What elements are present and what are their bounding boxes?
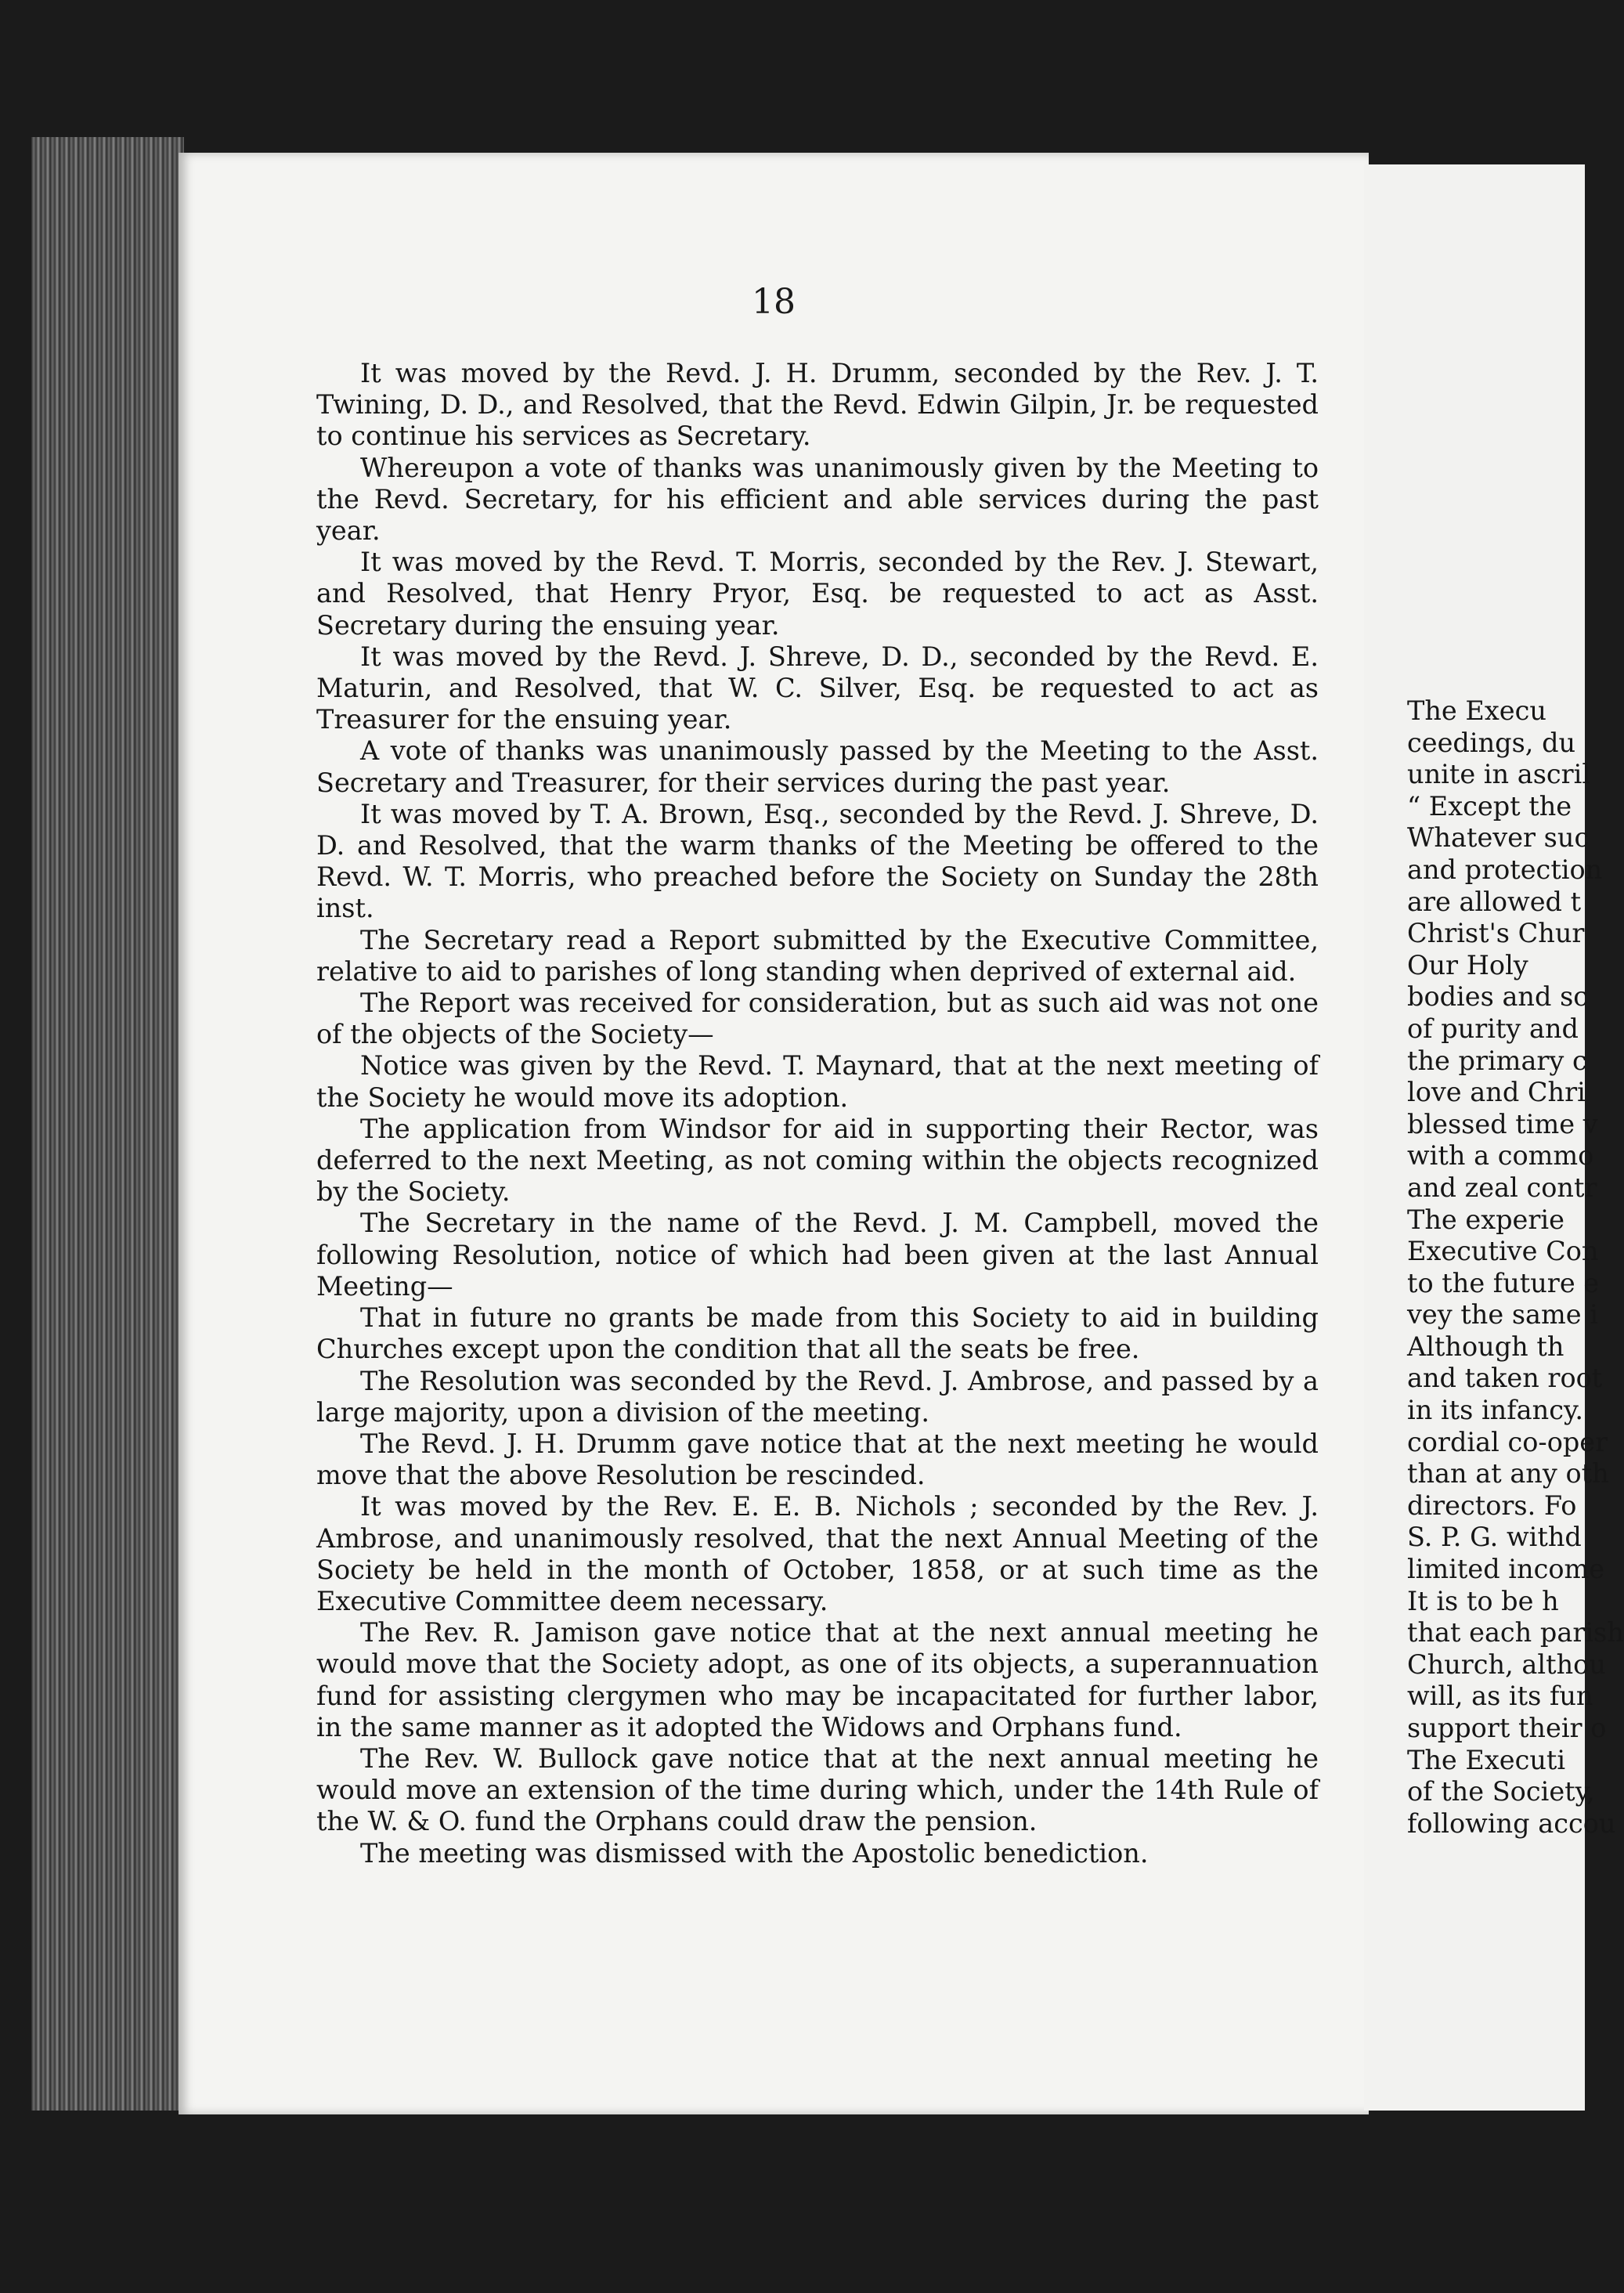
paragraph: Whereupon a vote of thanks was unanimously given by the Meeting to the Revd. Secretary, for his efficient and able services during the past year.	[316, 452, 1319, 547]
right-line: than at any oth	[1407, 1458, 1609, 1490]
paragraph: It was moved by the Revd. T. Morris, seconded by the Rev. J. Stewart, and Resolved, that Henry Pryor, Esq. be requested to act as Asst. Secretary during the ensuing year.	[316, 547, 1319, 641]
right-line: will, as its fun	[1407, 1681, 1593, 1712]
right-line: support their o	[1407, 1713, 1607, 1743]
right-line: and protection	[1407, 854, 1603, 885]
right-line: that each parish	[1407, 1617, 1624, 1648]
paragraph: The Report was received for consideration, but as such aid was not one of the objects of the Society—	[316, 988, 1319, 1050]
right-line: bodies and sc	[1407, 981, 1589, 1013]
paragraph: The meeting was dismissed with the Apostolic benediction.	[360, 1837, 1149, 1869]
right-line: and zeal contr	[1407, 1172, 1597, 1203]
right-line: The experie	[1407, 1204, 1564, 1235]
right-line: in its infancy.	[1407, 1395, 1584, 1426]
book-spine-edge	[31, 137, 184, 2111]
right-line: love and Chri	[1407, 1077, 1586, 1108]
paragraph: The application from Windsor for aid in supporting their Rector, was deferred to the next Meeting, as not coming within the objects recognized by the Society.	[316, 1113, 1319, 1208]
paragraph: The Secretary in the name of the Revd. J. M. Campbell, moved the following Resolution, notice of which had been given at the last Annual Meeting—	[316, 1208, 1319, 1302]
paragraph: It was moved by the Revd. J. H. Drumm, seconded by the Rev. J. T. Twining, D. D., and Resolved, that the Revd. Edwin Gilpin, Jr. be requested to continue his services as Secretary.	[316, 358, 1319, 452]
right-line: limited income	[1407, 1554, 1605, 1585]
right-line: of purity and	[1407, 1013, 1579, 1044]
right-page-partial	[1364, 164, 1624, 2111]
right-line: S. P. G. withd	[1407, 1522, 1582, 1553]
right-line: to the future e	[1407, 1267, 1600, 1298]
paragraph: It was moved by the Rev. E. E. B. Nichols ; seconded by the Rev. J. Ambrose, and unanimously resolved, that the next Annual Meeting of the Society be held in the month of October, 1858, or at such time as the Executive Committee deem necessary.	[316, 1491, 1319, 1616]
paragraph: The Rev. W. Bullock gave notice that at the next annual meeting he would move an extension of the time during which, under the 14th Rule of the W. & O. fund the Orphans could draw the pension.	[316, 1742, 1319, 1837]
paragraph: Notice was given by the Revd. T. Maynard, that at the next meeting of the Society he would move its adoption.	[316, 1050, 1319, 1113]
paragraph: The Resolution was seconded by the Revd. J. Ambrose, and passed by a large majority, upon a division of the meeting.	[316, 1365, 1319, 1428]
right-line: Our Holy	[1407, 949, 1528, 980]
right-line: directors. Fo	[1407, 1490, 1577, 1521]
paragraph: It was moved by the Revd. J. Shreve, D. D., seconded by the Revd. E. Maturin, and Resolved, that W. C. Silver, Esq. be requested to act as Treasurer for the ensuing year.	[316, 641, 1319, 735]
right-line: The Executi	[1407, 1744, 1566, 1775]
right-line: and taken root	[1407, 1363, 1603, 1394]
left-page	[179, 153, 1369, 2114]
right-line: of the Society,	[1407, 1776, 1595, 1807]
right-line: with a commo	[1407, 1140, 1594, 1172]
right-line: Executive Con	[1407, 1236, 1599, 1267]
paragraph: It was moved by T. A. Brown, Esq., seconded by the Revd. J. Shreve, D. D. and Resolved, that the warm thanks of the Meeting be offered to the Revd. W. T. Morris, who preached before the Society on Sunday the 28th inst.	[316, 798, 1319, 924]
right-line: vey the same i	[1407, 1299, 1598, 1331]
paragraph: A vote of thanks was unanimously passed by the Meeting to the Asst. Secretary and Treasurer, for their services during the past year.	[316, 735, 1319, 798]
right-line: Church, althou	[1407, 1648, 1606, 1680]
right-page-text	[1407, 695, 1624, 1840]
paragraph: That in future no grants be made from this Society to aid in building Churches except upon the condition that all the seats be free.	[316, 1302, 1319, 1365]
right-line: The Execu	[1407, 695, 1546, 726]
minutes-text	[316, 358, 1319, 1869]
right-line: It is to be h	[1407, 1585, 1559, 1616]
right-line: “ Except the	[1407, 790, 1572, 822]
right-line: unite in ascril	[1407, 759, 1591, 790]
right-line: Christ's Chur	[1407, 918, 1585, 949]
right-line: ceedings, du	[1407, 727, 1576, 758]
paragraph: The Secretary read a Report submitted by the Executive Committee, relative to aid to parishes of long standing when deprived of external aid.	[316, 924, 1319, 987]
right-line: Whatever suc	[1407, 822, 1590, 854]
right-line: the primary c	[1407, 1045, 1587, 1076]
right-line: cordial co-oper	[1407, 1426, 1608, 1457]
right-line: Although th	[1407, 1331, 1564, 1362]
right-line: following accou	[1407, 1807, 1616, 1839]
page-number: 18	[752, 282, 796, 322]
paragraph: The Revd. J. H. Drumm gave notice that at the next meeting he would move that the above Resolution be rescinded.	[316, 1428, 1319, 1491]
right-line: blessed time v	[1407, 1108, 1598, 1139]
paragraph: The Rev. R. Jamison gave notice that at the next annual meeting he would move that the Society adopt, as one of its objects, a superannuation fund for assisting clergymen who may be incapacitated for further labor, in the same manner as it adopted the Widows and Orphans fund.	[316, 1617, 1319, 1742]
right-line: are allowed t	[1407, 886, 1582, 917]
